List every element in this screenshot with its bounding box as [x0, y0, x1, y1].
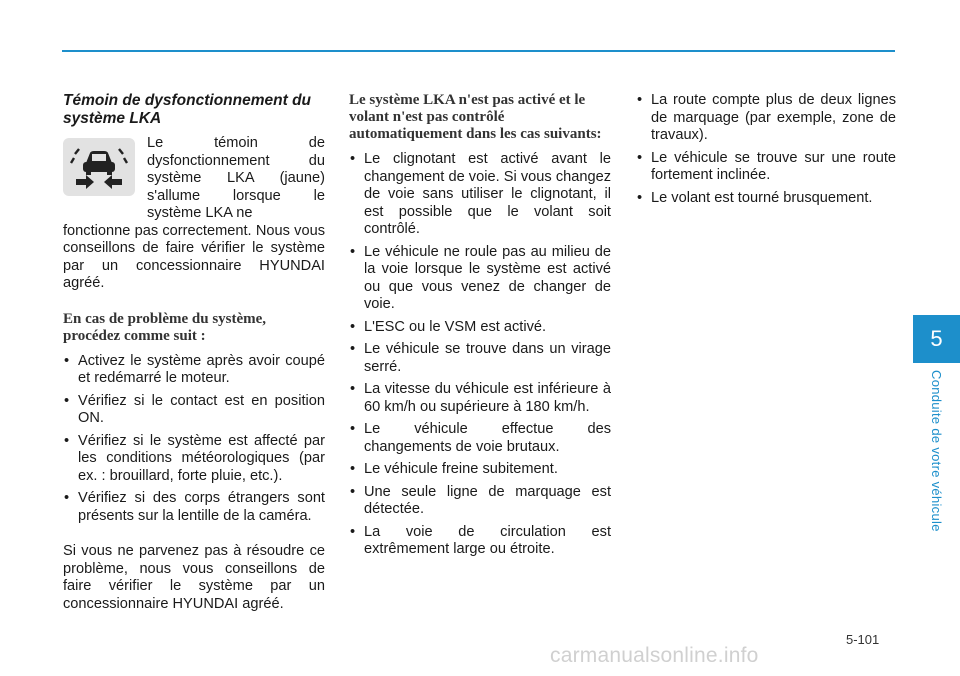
section-heading-troubleshoot: En cas de problème du système, procédez comme suit : — [63, 310, 267, 344]
indicator-block — [63, 135, 325, 223]
list-item: • Le clignotant est activé avant le changement de voie. Si vous changez de voie sans utiliser le clignotant, il est possible que le volant soit contrôlé. — [349, 151, 611, 239]
list-item: • Le volant est tourné brusquement. — [636, 190, 896, 208]
list-item: • La voie de circulation est extrêmement large ou étroite. — [349, 524, 611, 559]
watermark: carmanualsonline.info — [550, 644, 759, 667]
page-number: 5-101 — [846, 632, 880, 647]
list-item: • Le véhicule ne roule pas au milieu de la voie lorsque le système est activé ou que vous venez de changer de voie. — [349, 244, 611, 314]
list-item: • La vitesse du véhicule est inférieure à 60 km/h ou supérieure à 180 km/h. — [349, 381, 611, 416]
list-item: • L'ESC ou le VSM est activé. — [349, 319, 611, 337]
closing-paragraph: Si vous ne parvenez pas à résoudre ce problème, nous vous conseillons de faire vérifier le système par un concessionnaire HYUNDAI agréé. — [63, 543, 325, 612]
list-item: • Le véhicule se trouve dans un virage serré. — [349, 341, 611, 376]
list-item: • Le véhicule se trouve sur une route fortement inclinée. — [636, 150, 896, 185]
chapter-title: Conduite de votre véhicule — [929, 370, 944, 532]
section-heading-lka-indicator: Témoin de dysfonctionnement du système LKA — [63, 92, 312, 127]
column-1 — [63, 92, 325, 613]
list-item: • Une seule ligne de marquage est détectée. — [349, 484, 611, 519]
list-item: • Le véhicule effectue des changements de voie brutaux. — [349, 421, 611, 456]
troubleshoot-list — [63, 353, 325, 526]
not-active-list — [349, 151, 611, 559]
list-item: • Le véhicule freine subitement. — [349, 461, 611, 479]
list-item: • Vérifiez si des corps étrangers sont présents sur la lentille de la caméra. — [63, 490, 325, 525]
list-item: • Activez le système après avoir coupé et redémarré le moteur. — [63, 353, 325, 388]
list-item: • Vérifiez si le contact est en position ON. — [63, 393, 325, 428]
list-item: • La route compte plus de deux lignes de marquage (par exemple, zone de travaux). — [636, 92, 896, 145]
indicator-description-continued: fonctionne pas correctement. Nous vous conseillons de faire vérifier le système par un concessionnaire HYUNDAI agréé. — [63, 222, 325, 291]
header-rule — [62, 50, 895, 52]
not-active-list-continued — [636, 92, 896, 207]
indicator-description: Le témoin de dysfonctionnement du système LKA (jaune) s'allume lorsque le système LKA ne — [147, 135, 325, 221]
column-2 — [349, 92, 611, 564]
column-3 — [636, 92, 896, 212]
chapter-tab: 5 — [913, 315, 960, 363]
section-heading-lka-not-active: Le système LKA n'est pas activé et le volant n'est pas contrôlé automatiquement dans les cas suivants: — [349, 92, 602, 142]
list-item: • Vérifiez si le système est affecté par les conditions météorologiques (par ex. : brouillard, forte pluie, etc.). — [63, 433, 325, 486]
lka-malfunction-icon — [63, 138, 135, 196]
